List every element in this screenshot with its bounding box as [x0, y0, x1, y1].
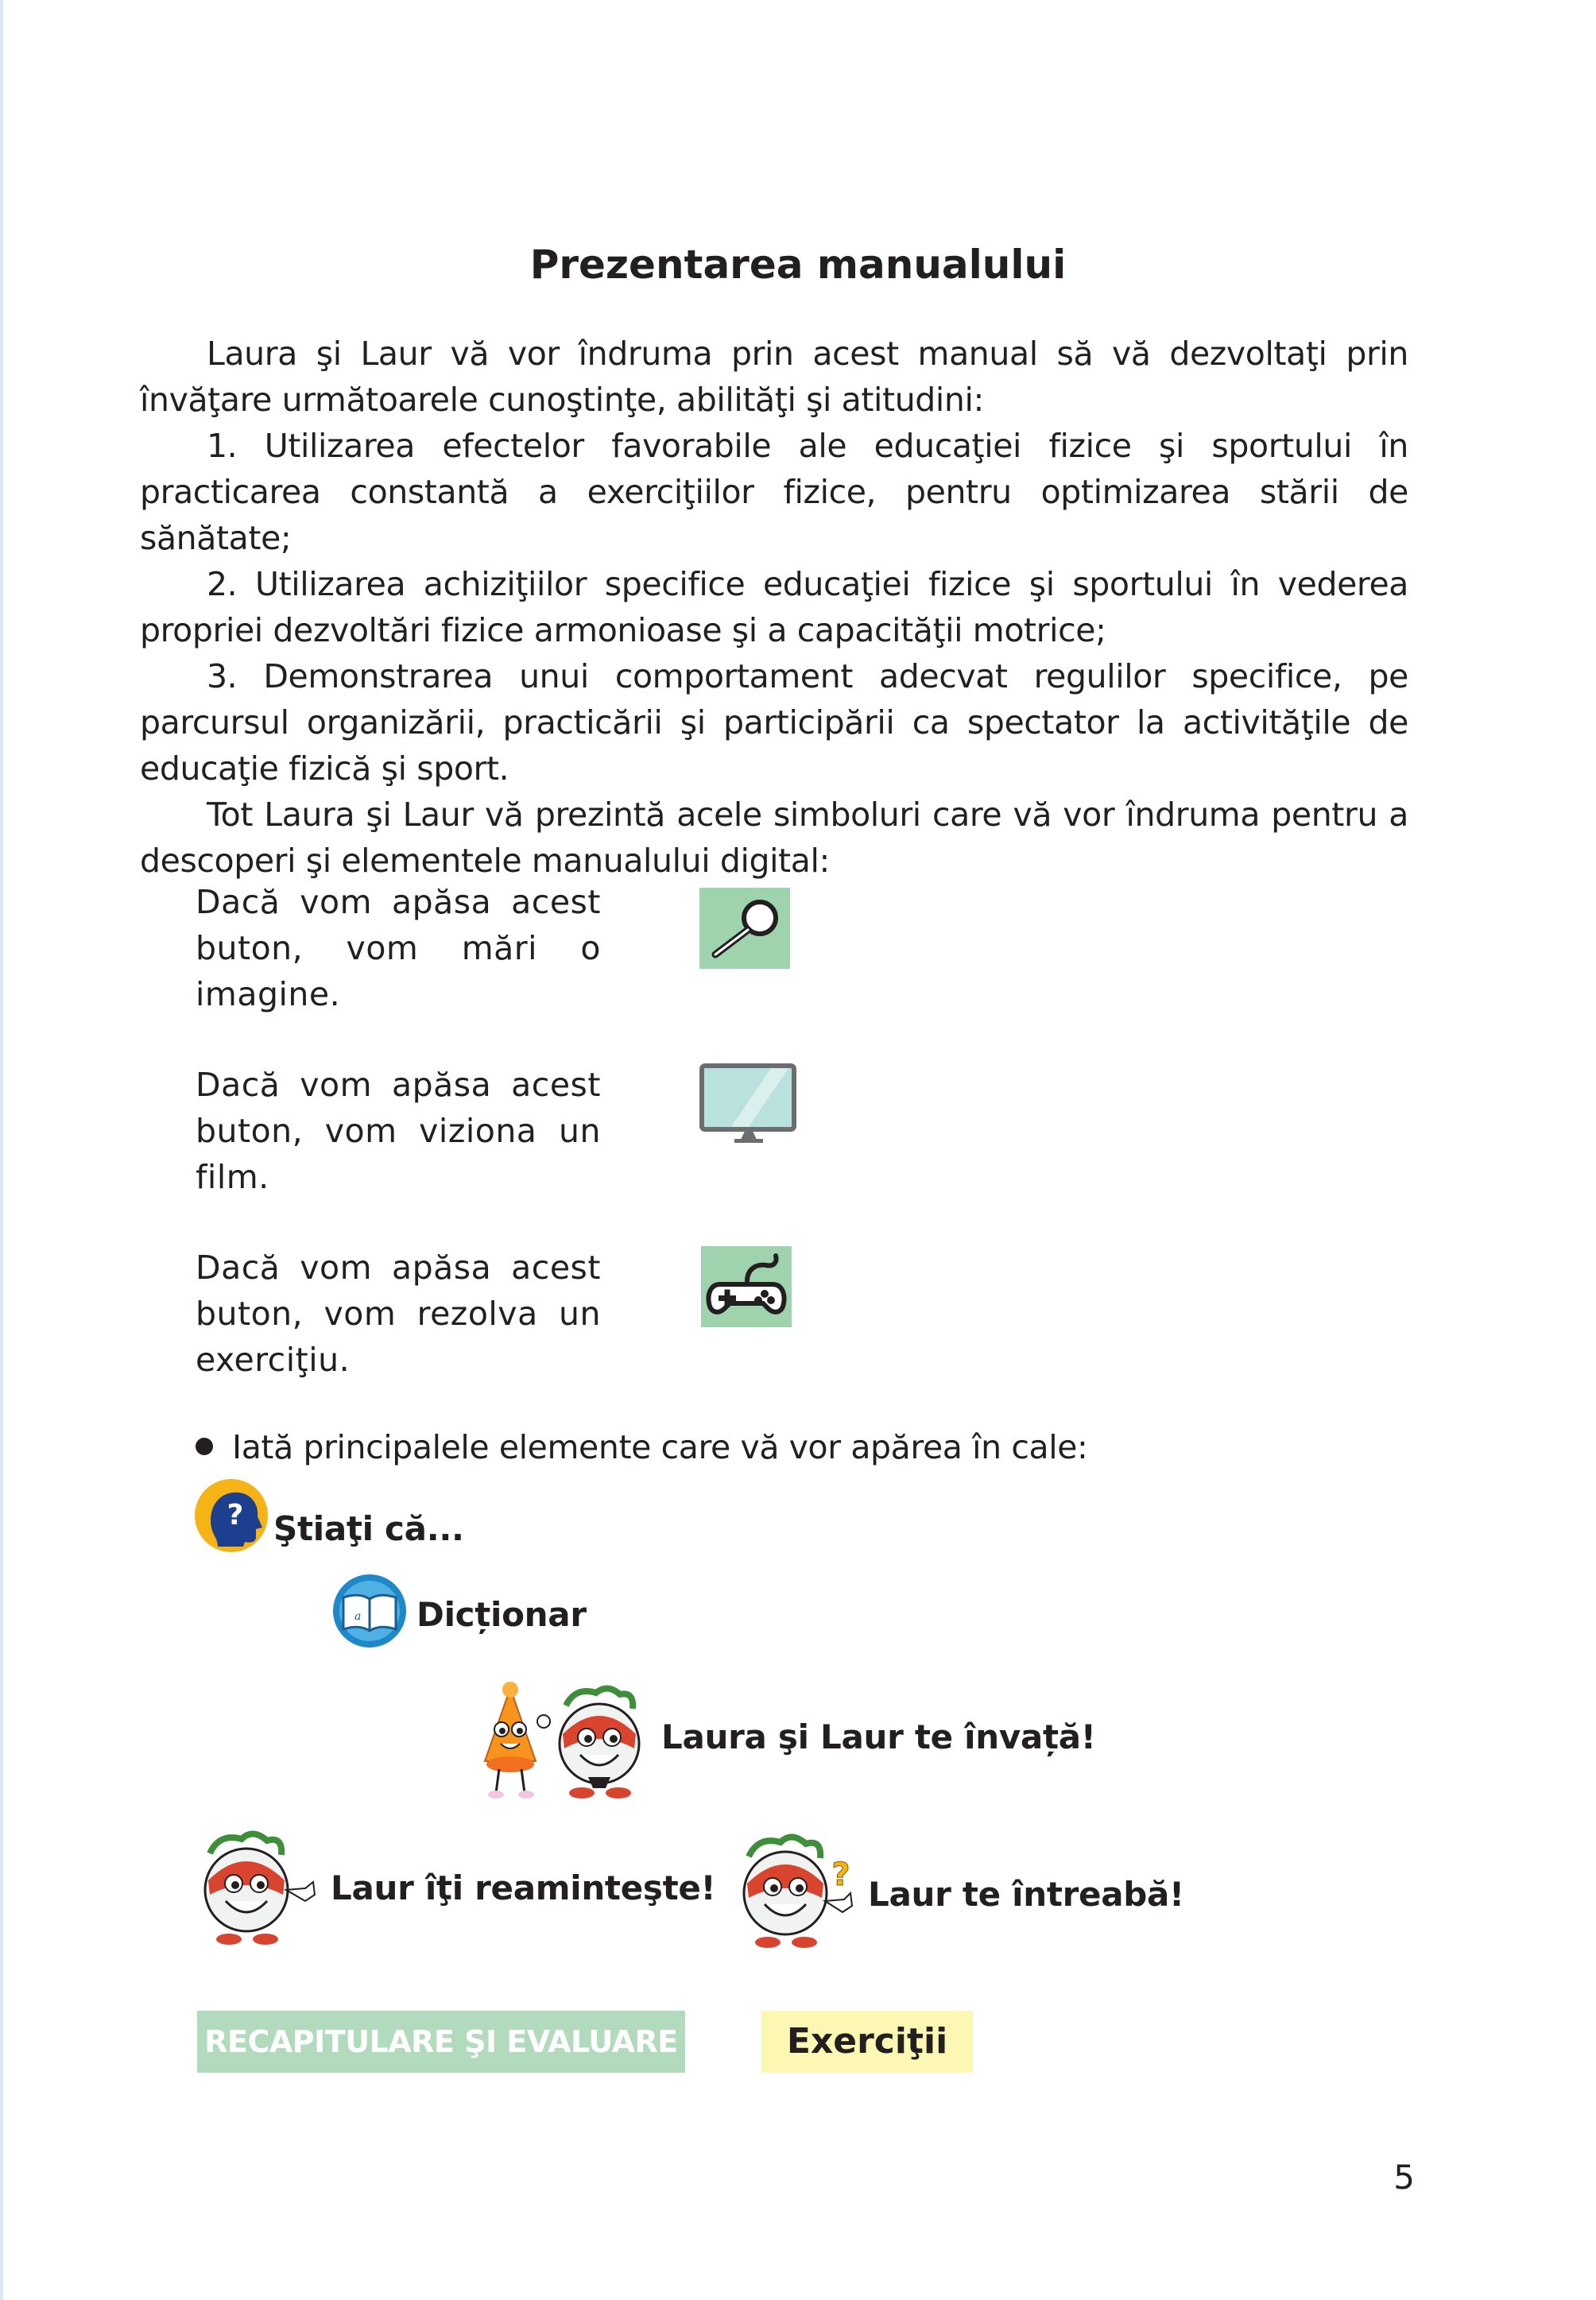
laura-and-laur-label: Laura şi Laur te învață!	[661, 1717, 1096, 1756]
exercises-box: Exerciţii	[761, 2011, 973, 2073]
monitor-icon	[699, 1063, 796, 1144]
page-edge	[0, 0, 3, 2300]
symbols-intro: Tot Laura şi Laur vă prezintă acele simboluri care vă vor îndruma pentru a descoperi şi elementele manualului digital:	[140, 796, 1408, 880]
competence-3: 3. Demonstrarea unui comportament adecvat regulilor specifice, pe parcursul organizării, practicării şi participării ca spectator la activităţile de educaţie fizică şi sport.	[140, 657, 1408, 788]
laur-reminds-mascot-icon	[194, 1826, 329, 1946]
competence-1: 1. Utilizarea efectelor favorabile ale educaţiei fizice şi sportului în practicarea constantă a exerciţiilor fizice, pentru optimizarea stării de sănătate;	[140, 427, 1408, 557]
page-title: Prezentarea manualului	[529, 242, 1067, 288]
laur-asks-label: Laur te întreabă!	[868, 1875, 1184, 1914]
magnifier-button[interactable]	[699, 888, 790, 969]
laur-reminds-label: Laur îţi reaminteşte!	[331, 1868, 716, 1907]
bullet-dot	[196, 1438, 213, 1455]
dictionary-icon	[332, 1574, 407, 1648]
magnifier-description: Dacă vom apăsa acest buton, vom mări o imagine.	[196, 883, 601, 1013]
dictionary-label: Dicționar	[416, 1595, 587, 1634]
elements-intro	[196, 1424, 1087, 1470]
gamepad-description: Dacă vom apăsa acest buton, vom rezolva un exerciţiu.	[196, 1249, 601, 1379]
did-you-know-icon	[194, 1478, 269, 1553]
page-number: 5	[1393, 2158, 1415, 2197]
did-you-know-label: Ştiaţi că...	[273, 1509, 464, 1548]
recap-evaluation-box: RECAPITULARE ŞI EVALUARE	[197, 2011, 685, 2073]
gamepad-icon	[701, 1246, 792, 1327]
elements-intro-text: Iată principalele elemente care vă vor apărea în cale:	[232, 1428, 1088, 1466]
laura-and-laur-mascots-icon	[464, 1682, 655, 1801]
gamepad-button[interactable]	[701, 1246, 792, 1327]
intro-text	[140, 331, 1408, 884]
laur-asks-mascot-icon	[733, 1830, 866, 1949]
magnifier-icon	[699, 888, 790, 969]
svg-text:a: a	[354, 1610, 362, 1623]
svg-text:?: ?	[227, 1499, 244, 1531]
monitor-description: Dacă vom apăsa acest buton, vom viziona un film.	[196, 1066, 601, 1196]
intro-paragraph: Laura şi Laur vă vor îndruma prin acest manual să vă dezvoltaţi prin învăţare următoarele cunoştinţe, abilităţi şi atitudini:	[140, 335, 1408, 419]
competence-2: 2. Utilizarea achiziţiilor specifice educaţiei fizice şi sportului în vederea propriei dezvoltări fizice armonioase şi a capacităţii motrice;	[140, 565, 1408, 649]
monitor-button[interactable]	[699, 1063, 796, 1144]
svg-text:?: ?	[831, 1857, 850, 1893]
